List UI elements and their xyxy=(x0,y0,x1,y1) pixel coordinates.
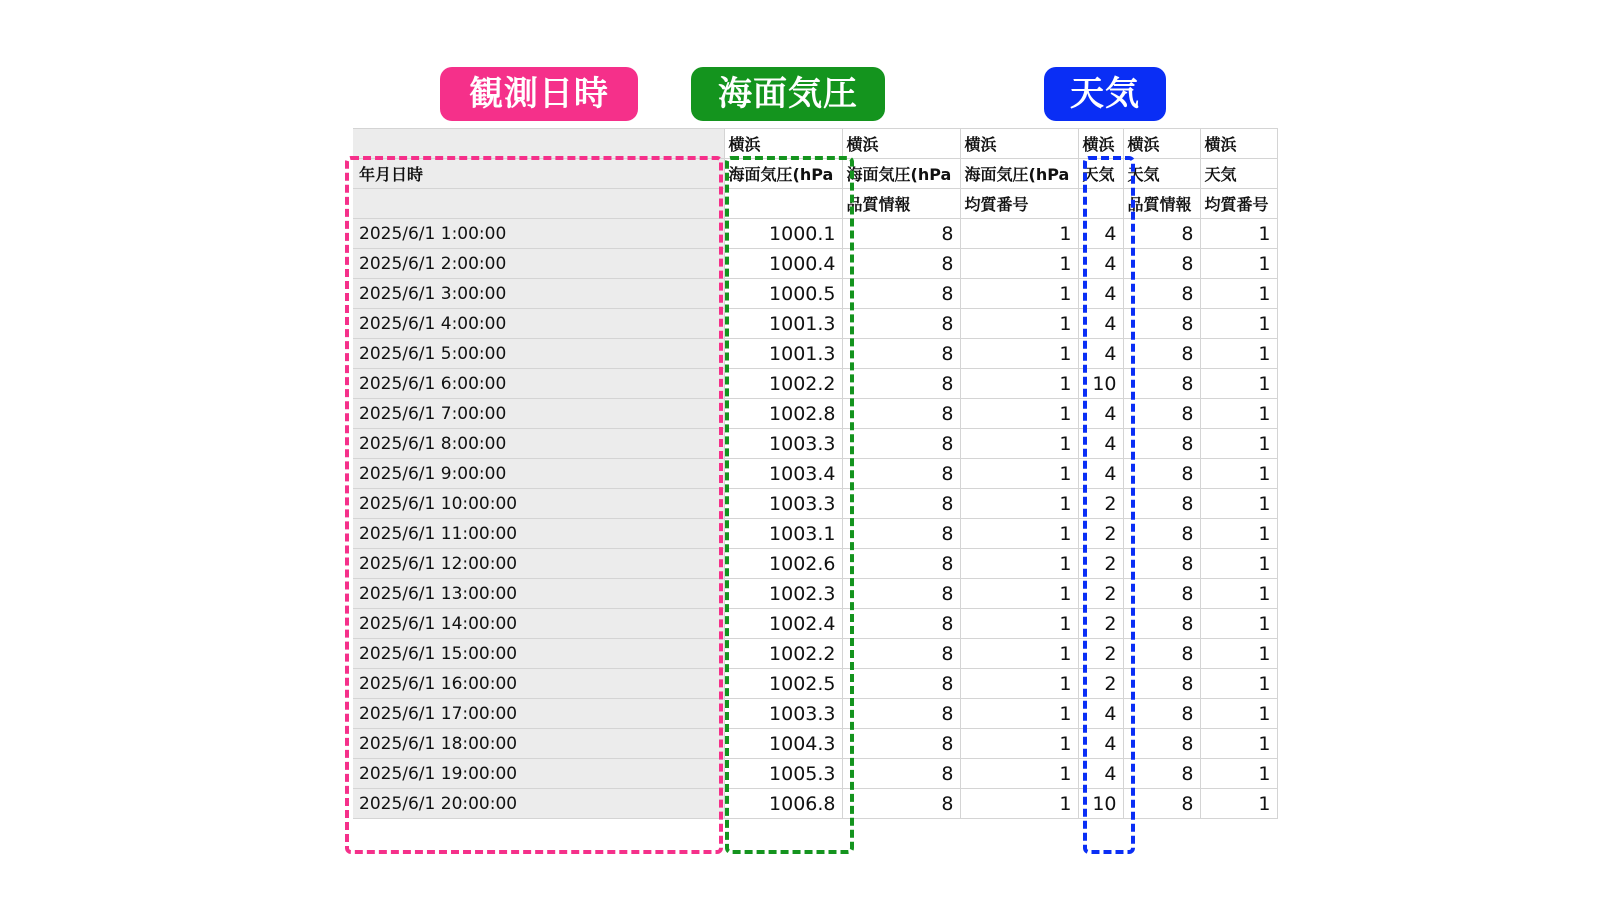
cell-pressure[interactable]: 1006.8 xyxy=(724,789,842,819)
header-cell-weather[interactable]: 天気 xyxy=(1078,159,1123,189)
cell-date[interactable]: 2025/6/1 2:00:00 xyxy=(353,249,724,279)
cell-weather-quality[interactable]: 8 xyxy=(1123,369,1200,399)
cell-pressure-homogeneity[interactable]: 1 xyxy=(960,669,1078,699)
weather-badge: 天気 xyxy=(1044,67,1166,121)
cell-date[interactable]: 2025/6/1 5:00:00 xyxy=(353,339,724,369)
cell-date[interactable]: 2025/6/1 7:00:00 xyxy=(353,399,724,429)
cell-pressure-homogeneity[interactable]: 1 xyxy=(960,699,1078,729)
cell-weather[interactable]: 4 xyxy=(1078,429,1123,459)
table-row xyxy=(353,489,1277,519)
cell-pressure-homogeneity[interactable]: 1 xyxy=(960,369,1078,399)
cell-date[interactable]: 2025/6/1 20:00:00 xyxy=(353,789,724,819)
header-cell-date[interactable]: 年月日時 xyxy=(353,159,724,189)
cell-date[interactable]: 2025/6/1 4:00:00 xyxy=(353,309,724,339)
cell-weather-quality[interactable]: 8 xyxy=(1123,459,1200,489)
header-cell-weather-homogeneity[interactable]: 横浜 xyxy=(1200,129,1277,159)
cell-weather-homogeneity[interactable]: 1 xyxy=(1200,279,1277,309)
cell-pressure-quality[interactable]: 8 xyxy=(842,609,960,639)
cell-weather-homogeneity[interactable]: 1 xyxy=(1200,609,1277,639)
header-cell-weather-homogeneity[interactable]: 天気 xyxy=(1200,159,1277,189)
header-cell-date[interactable] xyxy=(353,129,724,159)
cell-weather[interactable]: 4 xyxy=(1078,759,1123,789)
cell-weather-quality[interactable]: 8 xyxy=(1123,579,1200,609)
table-row xyxy=(353,579,1277,609)
cell-weather-quality[interactable]: 8 xyxy=(1123,729,1200,759)
cell-weather[interactable]: 2 xyxy=(1078,609,1123,639)
cell-pressure-quality[interactable]: 8 xyxy=(842,249,960,279)
cell-weather[interactable]: 4 xyxy=(1078,249,1123,279)
cell-weather-homogeneity[interactable]: 1 xyxy=(1200,399,1277,429)
header-cell-weather[interactable]: 横浜 xyxy=(1078,129,1123,159)
header-cell-pressure-homogeneity[interactable]: 均質番号 xyxy=(960,189,1078,219)
cell-pressure-homogeneity[interactable]: 1 xyxy=(960,219,1078,249)
cell-pressure-quality[interactable]: 8 xyxy=(842,729,960,759)
cell-pressure[interactable]: 1002.8 xyxy=(724,399,842,429)
header-cell-date[interactable] xyxy=(353,189,724,219)
header-cell-pressure-homogeneity[interactable]: 横浜 xyxy=(960,129,1078,159)
sea-level-pressure-badge: 海面気圧 xyxy=(691,67,885,121)
cell-pressure-homogeneity[interactable]: 1 xyxy=(960,519,1078,549)
cell-pressure[interactable]: 1002.4 xyxy=(724,609,842,639)
cell-weather-quality[interactable]: 8 xyxy=(1123,279,1200,309)
header-cell-weather-homogeneity[interactable]: 均質番号 xyxy=(1200,189,1277,219)
table-row xyxy=(353,429,1277,459)
cell-weather-homogeneity[interactable]: 1 xyxy=(1200,309,1277,339)
header-row xyxy=(353,159,1277,189)
header-cell-pressure[interactable] xyxy=(724,189,842,219)
cell-weather-homogeneity[interactable]: 1 xyxy=(1200,459,1277,489)
cell-pressure-homogeneity[interactable]: 1 xyxy=(960,639,1078,669)
cell-weather-quality[interactable]: 8 xyxy=(1123,399,1200,429)
cell-pressure[interactable]: 1003.3 xyxy=(724,699,842,729)
cell-weather-homogeneity[interactable]: 1 xyxy=(1200,789,1277,819)
cell-weather[interactable]: 10 xyxy=(1078,369,1123,399)
header-cell-pressure[interactable]: 横浜 xyxy=(724,129,842,159)
cell-weather-quality[interactable]: 8 xyxy=(1123,489,1200,519)
cell-weather-homogeneity[interactable]: 1 xyxy=(1200,489,1277,519)
cell-weather[interactable]: 2 xyxy=(1078,489,1123,519)
table-row xyxy=(353,609,1277,639)
cell-weather[interactable]: 4 xyxy=(1078,219,1123,249)
cell-date[interactable]: 2025/6/1 18:00:00 xyxy=(353,729,724,759)
cell-pressure-homogeneity[interactable]: 1 xyxy=(960,759,1078,789)
cell-pressure-quality[interactable]: 8 xyxy=(842,309,960,339)
cell-pressure-quality[interactable]: 8 xyxy=(842,279,960,309)
cell-weather-quality[interactable]: 8 xyxy=(1123,699,1200,729)
cell-weather-homogeneity[interactable]: 1 xyxy=(1200,699,1277,729)
header-cell-pressure-quality[interactable]: 海面気圧(hPa xyxy=(842,159,960,189)
cell-pressure-homogeneity[interactable]: 1 xyxy=(960,579,1078,609)
table-row xyxy=(353,399,1277,429)
cell-pressure[interactable]: 1004.3 xyxy=(724,729,842,759)
cell-pressure[interactable]: 1005.3 xyxy=(724,759,842,789)
table-row xyxy=(353,339,1277,369)
cell-pressure[interactable]: 1002.6 xyxy=(724,549,842,579)
cell-pressure[interactable]: 1002.3 xyxy=(724,579,842,609)
header-cell-weather-quality[interactable]: 横浜 xyxy=(1123,129,1200,159)
cell-weather-homogeneity[interactable]: 1 xyxy=(1200,429,1277,459)
cell-pressure[interactable]: 1000.4 xyxy=(724,249,842,279)
cell-pressure-quality[interactable]: 8 xyxy=(842,219,960,249)
cell-pressure-homogeneity[interactable]: 1 xyxy=(960,429,1078,459)
cell-weather[interactable]: 2 xyxy=(1078,639,1123,669)
cell-weather-homogeneity[interactable]: 1 xyxy=(1200,369,1277,399)
cell-weather-quality[interactable]: 8 xyxy=(1123,519,1200,549)
cell-pressure[interactable]: 1001.3 xyxy=(724,309,842,339)
cell-weather-quality[interactable]: 8 xyxy=(1123,669,1200,699)
spreadsheet-grid xyxy=(353,128,1278,819)
cell-pressure[interactable]: 1000.5 xyxy=(724,279,842,309)
cell-weather-quality[interactable]: 8 xyxy=(1123,639,1200,669)
cell-weather-homogeneity[interactable]: 1 xyxy=(1200,639,1277,669)
cell-date[interactable]: 2025/6/1 13:00:00 xyxy=(353,579,724,609)
cell-weather[interactable]: 2 xyxy=(1078,549,1123,579)
cell-date[interactable]: 2025/6/1 8:00:00 xyxy=(353,429,724,459)
cell-pressure-homogeneity[interactable]: 1 xyxy=(960,549,1078,579)
table-row xyxy=(353,309,1277,339)
cell-weather-homogeneity[interactable]: 1 xyxy=(1200,729,1277,759)
table-row xyxy=(353,249,1277,279)
cell-pressure-quality[interactable]: 8 xyxy=(842,759,960,789)
cell-pressure-quality[interactable]: 8 xyxy=(842,339,960,369)
cell-pressure[interactable]: 1001.3 xyxy=(724,339,842,369)
cell-pressure-quality[interactable]: 8 xyxy=(842,429,960,459)
cell-pressure-quality[interactable]: 8 xyxy=(842,459,960,489)
table-row xyxy=(353,729,1277,759)
cell-date[interactable]: 2025/6/1 15:00:00 xyxy=(353,639,724,669)
cell-weather-quality[interactable]: 8 xyxy=(1123,549,1200,579)
cell-pressure[interactable]: 1000.1 xyxy=(724,219,842,249)
cell-weather-quality[interactable]: 8 xyxy=(1123,219,1200,249)
table-row xyxy=(353,549,1277,579)
cell-pressure-homogeneity[interactable]: 1 xyxy=(960,279,1078,309)
cell-date[interactable]: 2025/6/1 19:00:00 xyxy=(353,759,724,789)
cell-weather-homogeneity[interactable]: 1 xyxy=(1200,249,1277,279)
cell-weather[interactable]: 2 xyxy=(1078,579,1123,609)
cell-weather-quality[interactable]: 8 xyxy=(1123,759,1200,789)
cell-weather-quality[interactable]: 8 xyxy=(1123,609,1200,639)
cell-pressure-homogeneity[interactable]: 1 xyxy=(960,459,1078,489)
cell-pressure-quality[interactable]: 8 xyxy=(842,399,960,429)
table-row xyxy=(353,219,1277,249)
cell-date[interactable]: 2025/6/1 14:00:00 xyxy=(353,609,724,639)
cell-pressure[interactable]: 1002.5 xyxy=(724,669,842,699)
cell-date[interactable]: 2025/6/1 6:00:00 xyxy=(353,369,724,399)
header-row xyxy=(353,129,1277,159)
cell-date[interactable]: 2025/6/1 11:00:00 xyxy=(353,519,724,549)
cell-weather[interactable]: 4 xyxy=(1078,399,1123,429)
table-row xyxy=(353,699,1277,729)
cell-pressure[interactable]: 1003.3 xyxy=(724,489,842,519)
cell-pressure[interactable]: 1003.3 xyxy=(724,429,842,459)
cell-weather-homogeneity[interactable]: 1 xyxy=(1200,579,1277,609)
table-row xyxy=(353,639,1277,669)
cell-pressure-quality[interactable]: 8 xyxy=(842,549,960,579)
cell-pressure-quality[interactable]: 8 xyxy=(842,699,960,729)
cell-date[interactable]: 2025/6/1 17:00:00 xyxy=(353,699,724,729)
header-cell-weather[interactable] xyxy=(1078,189,1123,219)
cell-pressure[interactable]: 1002.2 xyxy=(724,369,842,399)
header-cell-pressure-homogeneity[interactable]: 海面気圧(hPa xyxy=(960,159,1078,189)
cell-date[interactable]: 2025/6/1 16:00:00 xyxy=(353,669,724,699)
cell-pressure-quality[interactable]: 8 xyxy=(842,639,960,669)
header-row xyxy=(353,189,1277,219)
cell-weather-homogeneity[interactable]: 1 xyxy=(1200,759,1277,789)
cell-weather[interactable]: 4 xyxy=(1078,279,1123,309)
cell-pressure-homogeneity[interactable]: 1 xyxy=(960,249,1078,279)
cell-pressure-quality[interactable]: 8 xyxy=(842,369,960,399)
cell-pressure-quality[interactable]: 8 xyxy=(842,789,960,819)
cell-weather[interactable]: 10 xyxy=(1078,789,1123,819)
cell-weather[interactable]: 4 xyxy=(1078,309,1123,339)
cell-date[interactable]: 2025/6/1 12:00:00 xyxy=(353,549,724,579)
cell-weather-homogeneity[interactable]: 1 xyxy=(1200,339,1277,369)
header-cell-pressure-quality[interactable]: 品質情報 xyxy=(842,189,960,219)
cell-date[interactable]: 2025/6/1 3:00:00 xyxy=(353,279,724,309)
cell-weather-homogeneity[interactable]: 1 xyxy=(1200,669,1277,699)
cell-weather-quality[interactable]: 8 xyxy=(1123,789,1200,819)
cell-pressure-homogeneity[interactable]: 1 xyxy=(960,729,1078,759)
cell-weather-quality[interactable]: 8 xyxy=(1123,339,1200,369)
cell-pressure[interactable]: 1002.2 xyxy=(724,639,842,669)
cell-weather[interactable]: 2 xyxy=(1078,669,1123,699)
cell-weather[interactable]: 4 xyxy=(1078,459,1123,489)
table-row xyxy=(353,369,1277,399)
cell-pressure-homogeneity[interactable]: 1 xyxy=(960,489,1078,519)
cell-pressure-quality[interactable]: 8 xyxy=(842,489,960,519)
cell-weather-quality[interactable]: 8 xyxy=(1123,309,1200,339)
cell-pressure-quality[interactable]: 8 xyxy=(842,579,960,609)
cell-pressure-homogeneity[interactable]: 1 xyxy=(960,789,1078,819)
cell-weather-homogeneity[interactable]: 1 xyxy=(1200,549,1277,579)
header-cell-weather-quality[interactable]: 天気 xyxy=(1123,159,1200,189)
cell-weather[interactable]: 4 xyxy=(1078,699,1123,729)
cell-weather[interactable]: 4 xyxy=(1078,729,1123,759)
cell-weather-homogeneity[interactable]: 1 xyxy=(1200,519,1277,549)
table-row xyxy=(353,759,1277,789)
table-row xyxy=(353,669,1277,699)
cell-pressure-quality[interactable]: 8 xyxy=(842,669,960,699)
cell-pressure-homogeneity[interactable]: 1 xyxy=(960,609,1078,639)
table-row xyxy=(353,519,1277,549)
table-row xyxy=(353,459,1277,489)
observation-time-badge: 観測日時 xyxy=(440,67,638,121)
header-cell-pressure[interactable]: 海面気圧(hPa xyxy=(724,159,842,189)
cell-pressure[interactable]: 1003.4 xyxy=(724,459,842,489)
cell-weather[interactable]: 2 xyxy=(1078,519,1123,549)
cell-pressure-quality[interactable]: 8 xyxy=(842,519,960,549)
header-cell-weather-quality[interactable]: 品質情報 xyxy=(1123,189,1200,219)
cell-pressure-homogeneity[interactable]: 1 xyxy=(960,399,1078,429)
cell-pressure-homogeneity[interactable]: 1 xyxy=(960,339,1078,369)
table-row xyxy=(353,279,1277,309)
cell-weather-quality[interactable]: 8 xyxy=(1123,429,1200,459)
cell-weather-homogeneity[interactable]: 1 xyxy=(1200,219,1277,249)
cell-weather[interactable]: 4 xyxy=(1078,339,1123,369)
cell-weather-quality[interactable]: 8 xyxy=(1123,249,1200,279)
header-cell-pressure-quality[interactable]: 横浜 xyxy=(842,129,960,159)
cell-date[interactable]: 2025/6/1 1:00:00 xyxy=(353,219,724,249)
cell-date[interactable]: 2025/6/1 9:00:00 xyxy=(353,459,724,489)
cell-pressure[interactable]: 1003.1 xyxy=(724,519,842,549)
cell-pressure-homogeneity[interactable]: 1 xyxy=(960,309,1078,339)
table-row xyxy=(353,789,1277,819)
cell-date[interactable]: 2025/6/1 10:00:00 xyxy=(353,489,724,519)
